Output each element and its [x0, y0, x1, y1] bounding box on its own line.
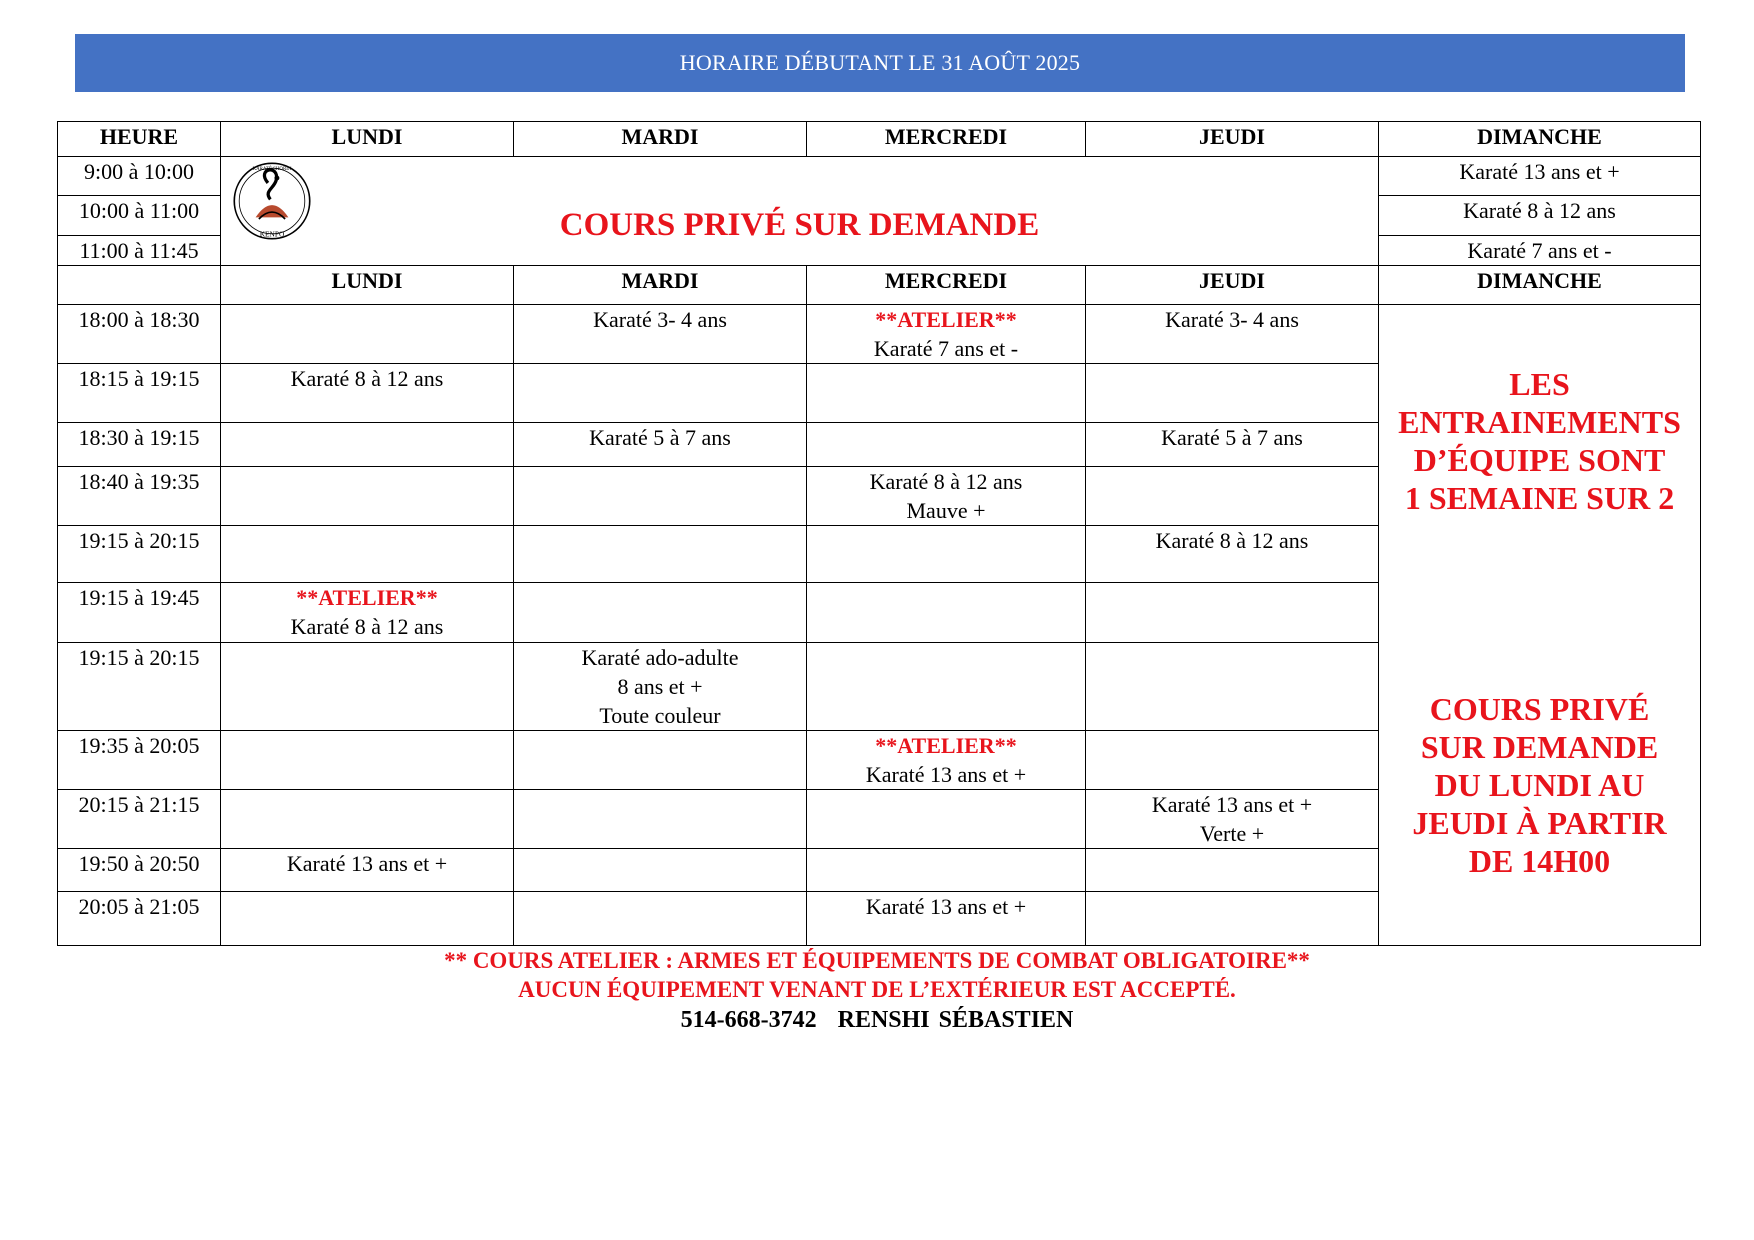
class-label: 8 ans et + — [617, 674, 703, 699]
note-line: SUR DEMANDE — [1420, 729, 1659, 765]
dimanche-class: Karaté 7 ans et - — [1379, 236, 1701, 266]
contact-phone: 514-668-3742 — [680, 1007, 817, 1033]
note-line: D’ÉQUIPE SONT — [1413, 442, 1666, 478]
class-cell-mardi — [514, 526, 807, 583]
class-cell-mercredi — [807, 526, 1086, 583]
time-slot: 19:15 à 20:15 — [58, 526, 221, 583]
header-row-morning — [58, 122, 1701, 157]
class-cell-lundi — [221, 305, 514, 364]
time-slot: 18:00 à 18:30 — [58, 305, 221, 364]
class-cell-mercredi — [807, 583, 1086, 643]
class-cell-jeudi — [1086, 423, 1379, 467]
schedule-table — [57, 121, 1701, 946]
dimanche-class: Karaté 8 à 12 ans — [1379, 196, 1701, 236]
class-cell-mardi — [514, 467, 807, 526]
class-cell-lundi — [221, 526, 514, 583]
class-cell-lundi — [221, 364, 514, 423]
class-cell-mardi — [514, 731, 807, 790]
footer-warning-equipment: AUCUN ÉQUIPEMENT VENANT DE L’EXTÉRIEUR EST ACCEPTÉ. — [518, 977, 1236, 1002]
table-row — [58, 305, 1701, 364]
atelier-label: **ATELIER** — [875, 733, 1017, 758]
class-cell-mardi — [514, 643, 807, 731]
class-label: Karaté 7 ans et - — [873, 336, 1019, 361]
class-label: Toute couleur — [599, 703, 721, 728]
class-cell-mercredi — [807, 643, 1086, 731]
class-cell-lundi — [221, 731, 514, 790]
class-label: Karaté ado-adulte — [581, 645, 739, 670]
footer-contact — [0, 1007, 1754, 1034]
note-line: DU LUNDI AU — [1434, 767, 1645, 803]
class-label: Karaté 13 ans et + — [286, 851, 448, 876]
header-mercredi: MERCREDI — [807, 122, 1086, 157]
logo-text-top: KARATÉ SHORIN — [252, 166, 292, 172]
class-cell-mardi — [514, 305, 807, 364]
note-line: ENTRAINEMENTS — [1398, 404, 1681, 440]
header-jeudi: JEUDI — [1086, 122, 1379, 157]
class-cell-mardi — [514, 790, 807, 849]
header-mercredi: MERCREDI — [807, 266, 1086, 305]
class-cell-jeudi — [1086, 892, 1379, 946]
time-slot: 19:50 à 20:50 — [58, 849, 221, 892]
class-cell-mercredi — [807, 892, 1086, 946]
class-label: Verte + — [1199, 821, 1265, 846]
class-cell-jeudi — [1086, 849, 1379, 892]
class-cell-mercredi — [807, 467, 1086, 526]
time-slot: 19:15 à 20:15 — [58, 643, 221, 731]
class-label: Karaté 8 à 12 ans — [869, 469, 1023, 494]
header-jeudi: JEUDI — [1086, 266, 1379, 305]
header-heure: HEURE — [58, 122, 221, 157]
class-label: Karaté 13 ans et + — [865, 762, 1027, 787]
header-mardi: MARDI — [514, 266, 807, 305]
header-lundi: LUNDI — [221, 266, 514, 305]
class-cell-jeudi — [1086, 526, 1379, 583]
note-line: 1 SEMAINE SUR 2 — [1404, 480, 1675, 516]
class-cell-mardi — [514, 364, 807, 423]
time-slot: 18:40 à 19:35 — [58, 467, 221, 526]
class-cell-lundi — [221, 643, 514, 731]
atelier-label: **ATELIER** — [875, 307, 1017, 332]
class-cell-mardi — [514, 423, 807, 467]
private-lessons-cell — [221, 157, 1379, 266]
time-slot: 9:00 à 10:00 — [58, 157, 221, 196]
note-line: JEUDI À PARTIR — [1412, 805, 1667, 841]
class-label: Karaté 5 à 7 ans — [1161, 425, 1303, 450]
time-slot: 19:35 à 20:05 — [58, 731, 221, 790]
class-cell-mercredi — [807, 849, 1086, 892]
class-cell-lundi — [221, 892, 514, 946]
header-dimanche: DIMANCHE — [1379, 122, 1701, 157]
class-label: Karaté 5 à 7 ans — [589, 425, 731, 450]
note-line: COURS PRIVÉ — [1429, 691, 1650, 727]
class-cell-mardi — [514, 892, 807, 946]
class-label: Karaté 13 ans et + — [865, 894, 1027, 919]
class-label: Karaté 8 à 12 ans — [1155, 528, 1309, 553]
class-cell-jeudi — [1086, 305, 1379, 364]
evening-schedule — [58, 305, 1701, 946]
class-cell-jeudi — [1086, 583, 1379, 643]
class-cell-lundi — [221, 583, 514, 643]
note-line: LES — [1509, 366, 1570, 402]
class-label: Karaté 8 à 12 ans — [290, 614, 444, 639]
atelier-label: **ATELIER** — [296, 585, 438, 610]
time-slot: 11:00 à 11:45 — [58, 236, 221, 266]
dimanche-notes-cell — [1379, 305, 1701, 946]
time-slot: 19:15 à 19:45 — [58, 583, 221, 643]
logo-text-bottom: KENPO — [259, 229, 285, 239]
class-cell-mercredi — [807, 731, 1086, 790]
team-training-note — [1379, 365, 1700, 517]
header-empty — [58, 266, 221, 305]
time-slot: 18:15 à 19:15 — [58, 364, 221, 423]
banner-title: HORAIRE DÉBUTANT LE 31 AOÛT 2025 — [679, 50, 1081, 75]
class-cell-lundi — [221, 467, 514, 526]
class-cell-mardi — [514, 849, 807, 892]
private-lessons-title: COURS PRIVÉ SUR DEMANDE — [559, 207, 1040, 243]
class-label: Karaté 3- 4 ans — [1165, 307, 1299, 332]
footer-warning-atelier: ** COURS ATELIER : ARMES ET ÉQUIPEMENTS DE COMBAT OBLIGATOIRE** — [444, 948, 1310, 973]
header-mardi: MARDI — [514, 122, 807, 157]
class-cell-jeudi — [1086, 790, 1379, 849]
class-cell-mercredi — [807, 364, 1086, 423]
class-cell-mercredi — [807, 423, 1086, 467]
class-label: Karaté 8 à 12 ans — [290, 366, 444, 391]
header-lundi: LUNDI — [221, 122, 514, 157]
class-cell-mardi — [514, 583, 807, 643]
dimanche-class: Karaté 13 ans et + — [1379, 157, 1701, 196]
header-row-evening — [58, 266, 1701, 305]
contact-name: RENSHI SÉBASTIEN — [837, 1007, 1074, 1033]
class-cell-jeudi — [1086, 364, 1379, 423]
time-slot: 18:30 à 19:15 — [58, 423, 221, 467]
schedule-banner — [75, 34, 1685, 92]
class-cell-mercredi — [807, 305, 1086, 364]
class-cell-jeudi — [1086, 467, 1379, 526]
time-slot: 20:05 à 21:05 — [58, 892, 221, 946]
class-cell-lundi — [221, 423, 514, 467]
class-cell-lundi — [221, 849, 514, 892]
class-cell-jeudi — [1086, 731, 1379, 790]
class-label: Mauve + — [906, 498, 986, 523]
class-cell-jeudi — [1086, 643, 1379, 731]
class-label: Karaté 13 ans et + — [1151, 792, 1313, 817]
header-dimanche: DIMANCHE — [1379, 266, 1701, 305]
time-slot: 20:15 à 21:15 — [58, 790, 221, 849]
class-label: Karaté 3- 4 ans — [593, 307, 727, 332]
note-line: DE 14H00 — [1468, 843, 1611, 879]
time-slot: 10:00 à 11:00 — [58, 196, 221, 236]
private-lessons-note — [1379, 690, 1700, 880]
class-cell-mercredi — [807, 790, 1086, 849]
morning-row — [58, 157, 1701, 196]
class-cell-lundi — [221, 790, 514, 849]
